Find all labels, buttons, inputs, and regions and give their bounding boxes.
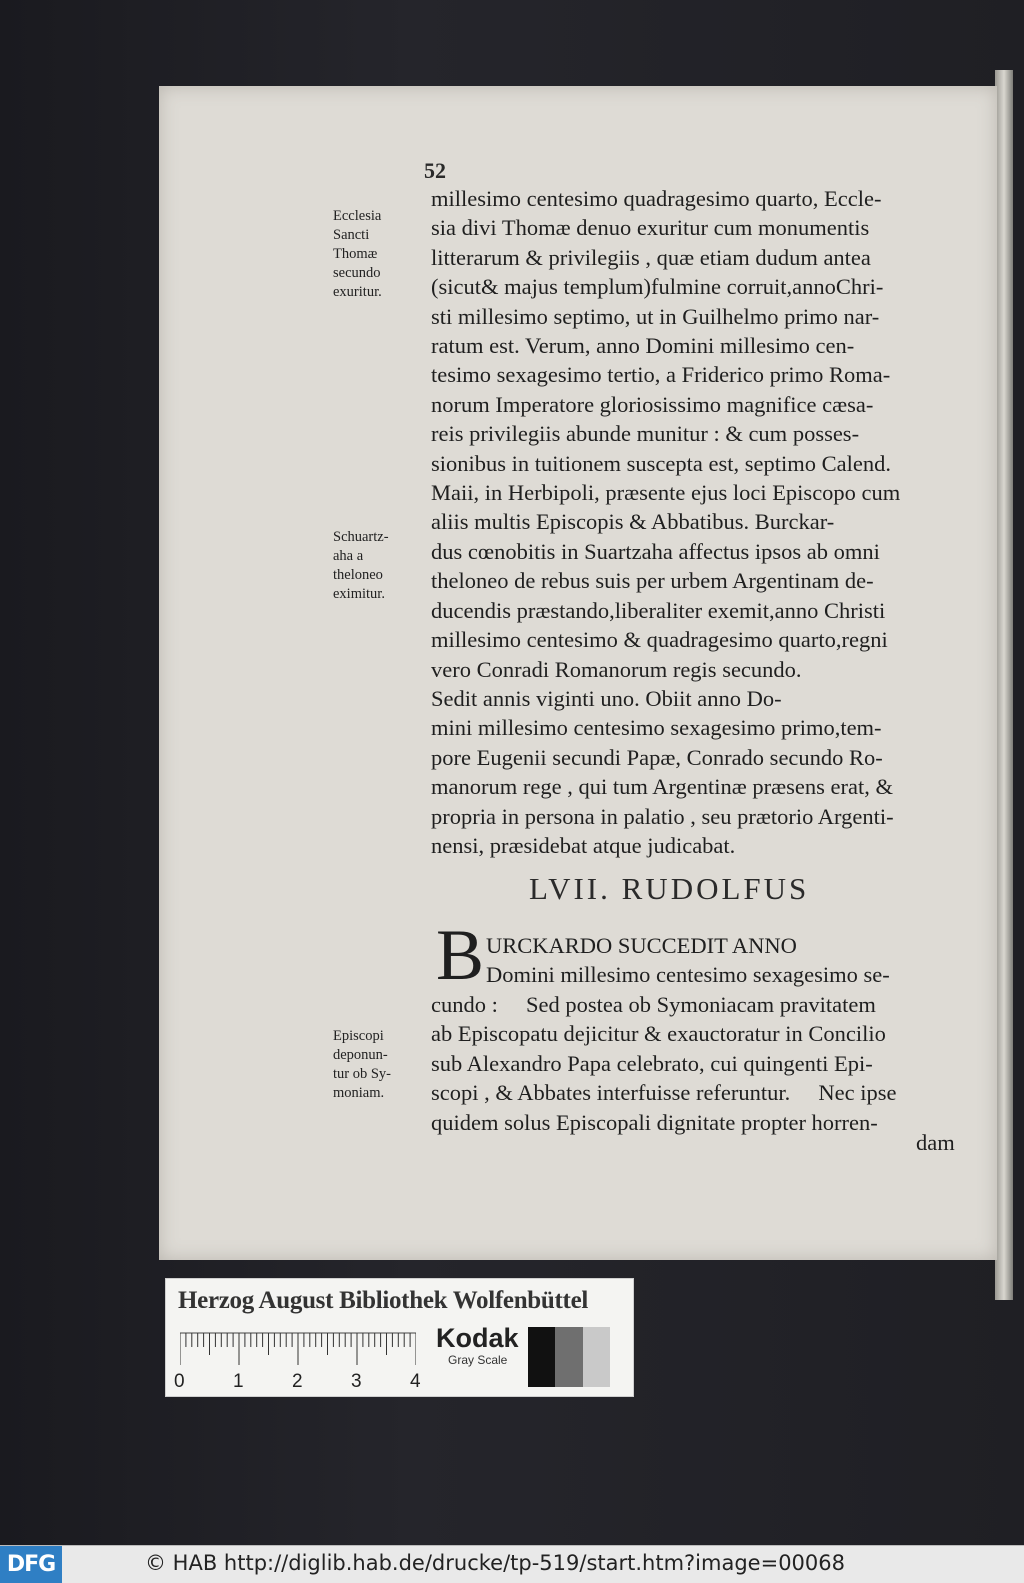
margin-note-line: deponun- xyxy=(333,1047,388,1063)
text-line: aliis multis Episcopis & Abbatibus. Burckar- xyxy=(431,509,835,535)
grayscale-swatches xyxy=(528,1327,610,1387)
text-line: Domini millesimo centesimo sexagesimo se- xyxy=(486,962,890,988)
text-line: (sicut& majus templum)fulmine corruit,annoChri- xyxy=(431,274,884,300)
margin-note-line: secundo xyxy=(333,265,381,281)
color-calibration-bar xyxy=(165,1278,634,1397)
text-line: cundo : Sed postea ob Symoniacam pravitatem xyxy=(431,992,876,1017)
text-line: ab Episcopatu dejicitur & exauctoratur in Concilio xyxy=(431,1021,886,1047)
text-line: quidem solus Episcopali dignitate propter horren- xyxy=(431,1109,878,1135)
text-line: millesimo centesimo quadragesimo quarto, Eccle- xyxy=(431,186,882,211)
text-line: URCKARDO SUCCEDIT ANNO xyxy=(486,933,797,958)
margin-note-line: Schuartz- xyxy=(333,529,389,545)
text-line: sionibus in tuitionem suscepta est, septimo Calend. xyxy=(431,450,891,476)
footer-bar xyxy=(0,1545,1024,1583)
text-line: nensi, præsidebat atque judicabat. xyxy=(431,832,736,858)
swatch-black xyxy=(528,1327,555,1387)
grayscale-label: Gray Scale xyxy=(448,1353,508,1367)
text-line: pore Eugenii secundi Papæ, Conrado secundo Ro- xyxy=(431,744,883,770)
margin-note-line: Episcopi xyxy=(333,1028,384,1044)
margin-note-line: aha a xyxy=(333,548,364,564)
library-name: Herzog August Bibliothek Wolfenbüttel xyxy=(178,1287,589,1314)
margin-note-line: Sancti xyxy=(333,227,370,243)
kodak-logo: Kodak xyxy=(436,1323,519,1353)
swatch-light xyxy=(583,1327,610,1387)
text-line: dus cœnobitis in Suartzaha affectus ipsos ab omni xyxy=(431,538,880,564)
text-line: sub Alexandro Papa celebrato, cui quingenti Epi- xyxy=(431,1050,873,1076)
chapter-heading: LVII. RUDOLFUS xyxy=(529,871,810,906)
text-line: propria in persona in palatio , seu prætorio Argenti- xyxy=(431,803,894,829)
margin-note-line: tur ob Sy- xyxy=(333,1066,391,1082)
margin-note-episcopi xyxy=(333,1027,429,1103)
text-line: Sedit annis viginti uno. Obiit anno Do- xyxy=(431,685,782,711)
margin-note-line: theloneo xyxy=(333,567,383,583)
text-line: millesimo centesimo & quadragesimo quarto,regni xyxy=(431,627,888,653)
ruler-number: 1 xyxy=(233,1371,244,1392)
text-line: ratum est. Verum, anno Domini millesimo cen- xyxy=(431,333,855,359)
text-line: vero Conradi Romanorum regis secundo. xyxy=(431,656,802,682)
book-page xyxy=(159,86,997,1260)
catchword: dam xyxy=(916,1130,955,1155)
margin-note-line: moniam. xyxy=(333,1085,385,1101)
swatch-gray xyxy=(555,1327,582,1387)
book-cover-edge xyxy=(995,70,1013,1300)
ruler-number: 0 xyxy=(174,1371,185,1392)
ruler-number: 4 xyxy=(410,1371,421,1392)
text-line: manorum rege , qui tum Argentinæ præsens erat, & xyxy=(431,774,894,800)
text-line: sia divi Thomæ denuo exuritur cum monumentis xyxy=(431,215,870,241)
margin-note-line: exuritur. xyxy=(333,284,382,300)
text-line: ducendis præstando,liberaliter exemit,anno Christi xyxy=(431,597,886,623)
text-line: reis privilegiis abunde munitur : & cum posses- xyxy=(431,421,860,447)
section-text xyxy=(431,990,971,1137)
main-text xyxy=(431,184,971,860)
text-line: theloneo de rebus suis per urbem Argentinam de- xyxy=(431,568,874,594)
ruler-number: 2 xyxy=(292,1371,303,1392)
page-number: 52 xyxy=(424,158,446,183)
ruler-number: 3 xyxy=(351,1371,362,1392)
text-line: norum Imperatore gloriosissimo magnifice cæsa- xyxy=(431,391,874,417)
ruler-numbers xyxy=(174,1371,424,1393)
margin-note-line: Ecclesia xyxy=(333,208,382,224)
margin-note-line: eximitur. xyxy=(333,586,385,602)
drop-cap: B xyxy=(436,915,485,995)
text-line: Maii, in Herbipoli, præsente ejus loci Episcopo cum xyxy=(431,480,901,506)
dfg-logo: DFG xyxy=(0,1546,62,1583)
margin-note-ecclesia xyxy=(333,207,429,302)
section-opening-lines xyxy=(486,931,971,990)
text-line: mini millesimo centesimo sexagesimo primo,tem- xyxy=(431,715,882,741)
text-line: tesimo sexagesimo tertio, a Friderico primo Roma- xyxy=(431,362,891,388)
text-line: sti millesimo septimo, ut in Guilhelmo primo nar- xyxy=(431,303,880,329)
margin-note-schuartzaha xyxy=(333,528,429,604)
text-line: litterarum & privilegiis , quæ etiam dudum antea xyxy=(431,244,871,270)
ruler-scale xyxy=(180,1329,416,1369)
source-credit: © HAB http://diglib.hab.de/drucke/tp-519/start.htm?image=00068 xyxy=(145,1551,845,1575)
margin-note-line: Thomæ xyxy=(333,246,378,262)
text-line: scopi , & Abbates interfuisse referuntur. Nec ipse xyxy=(431,1080,897,1106)
